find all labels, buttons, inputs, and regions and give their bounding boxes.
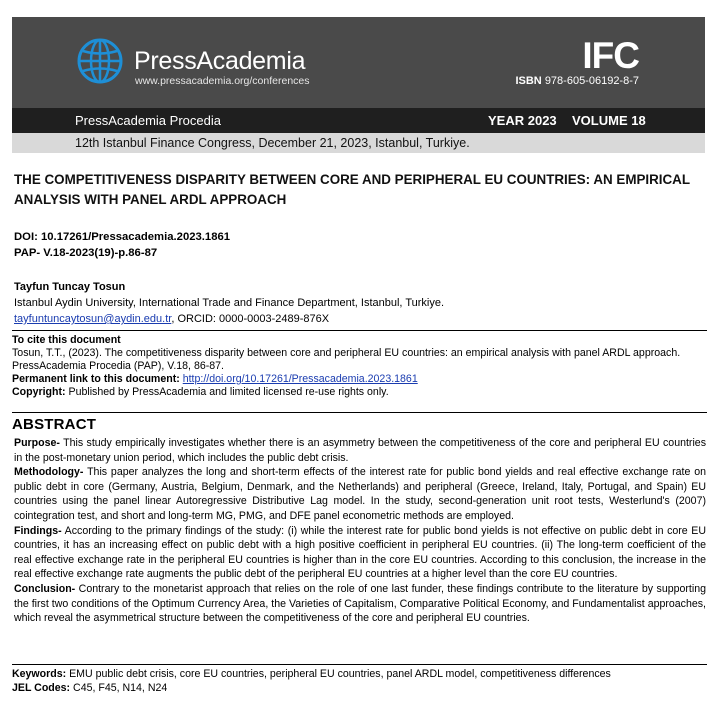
author-name: Tayfun Tuncay Tosun bbox=[14, 281, 126, 293]
volume-label: VOLUME 18 bbox=[572, 113, 646, 128]
globe-logo-icon bbox=[76, 37, 124, 85]
journal-header bbox=[12, 17, 705, 108]
permalink-link[interactable]: http://doi.org/10.17261/Pressacademia.2023.1861 bbox=[182, 373, 418, 385]
isbn bbox=[515, 75, 639, 87]
permalink-label: Permanent link to this document: bbox=[12, 373, 180, 385]
doi: DOI: 10.17261/Pressacademia.2023.1861 bbox=[14, 231, 231, 243]
cite-label: To cite this document bbox=[12, 334, 121, 346]
findings-text: According to the primary findings of the study: (i) while the interest rate for public bond yields is not effective on public debt in core EU countries, it has an increasing effect on public debt with a high positive coefficient in peripheral EU countries. (ii) The long-term coefficient of the real effective exchange rate in the peripheral EU countries is higher than in the core EU countries. According to this conclusion, the increase in the real effective exchange rate augments the public debt of the peripheral EU countries at a higher level than the core EU countries. bbox=[14, 524, 706, 581]
brand-name: PressAcademia bbox=[134, 47, 306, 75]
congress-bar bbox=[12, 133, 705, 153]
cite-text: Tosun, T.T., (2023). The competitiveness disparity between core and peripheral EU countries: an empirical analysis with panel ARDL approach. PressAcademia Procedia (PAP), V.18, 86-87. bbox=[12, 347, 681, 372]
conclusion-label: Conclusion- bbox=[14, 582, 76, 595]
year-label: YEAR 2023 bbox=[488, 113, 557, 128]
jel-text: C45, F45, N14, N24 bbox=[70, 681, 168, 694]
purpose-text: This study empirically investigates whether there is an asymmetry between the competitiveness of the core and peripheral EU countries in the post-monetary union period, which includes the public debt crisis. bbox=[14, 437, 706, 464]
keywords-label: Keywords: bbox=[12, 668, 67, 680]
isbn-value: 978-605-06192-8-7 bbox=[544, 75, 639, 87]
title-line-1: THE COMPETITIVENESS DISPARITY BETWEEN CORE AND PERIPHERAL EU COUNTRIES: AN EMPIRICAL bbox=[14, 172, 691, 187]
abstract-heading: ABSTRACT bbox=[12, 412, 707, 433]
conclusion-text: Contrary to the monetarist approach that relies on the role of one last funder, these findings contribute to the literature by supporting the first two conditions of the Optimum Currency Area, the Varieties of Capitalism, Comparative Political Economy, and Fundamentalist approaches, which reveal the asymmetrical structure between the competitiveness of the core and peripheral EU countries. bbox=[14, 582, 706, 625]
abstract-findings bbox=[14, 524, 706, 582]
keywords-block bbox=[12, 664, 707, 695]
pap-reference: PAP- V.18-2023(19)-p.86-87 bbox=[14, 247, 158, 259]
findings-label: Findings- bbox=[14, 524, 62, 537]
author-block bbox=[14, 279, 444, 327]
copyright-text: Published by PressAcademia and limited licensed re-use rights only. bbox=[65, 386, 389, 398]
jel-label: JEL Codes: bbox=[12, 681, 71, 694]
abstract-conclusion bbox=[14, 582, 706, 626]
methodology-label: Methodology- bbox=[14, 466, 84, 479]
abstract-purpose bbox=[14, 436, 706, 465]
proceedings-bar bbox=[12, 108, 705, 133]
author-affiliation: Istanbul Aydin University, International Trade and Finance Department, Istanbul, Turkiye. bbox=[14, 297, 445, 309]
abstract-methodology bbox=[14, 465, 706, 523]
congress-text: 12th Istanbul Finance Congress, December 21, 2023, Istanbul, Turkiye. bbox=[75, 136, 470, 150]
purpose-label: Purpose- bbox=[14, 437, 60, 449]
author-email-link[interactable]: tayfuntuncaytosun@aydin.edu.tr bbox=[14, 313, 172, 325]
methodology-text: This paper analyzes the long and short-term effects of the interest rate for public bond yields and real effective exchange rate on public debt in core (Germany, Austria, Belgium, Denmark, and the Netherlands) and peripheral (Greece, Ireland, Italy, Portugal, and Spain) EU countries using the panel linear Autoregressive Distributive Lag model. In the study, second-generation unit root tests, Westerlund's (2007) cointegration test, and short and long-term MG, PMG, and DFE panel econometric methods are employed. bbox=[14, 466, 706, 522]
author-orcid: , ORCID: 0000-0003-2489-876X bbox=[171, 313, 330, 325]
copyright-label: Copyright: bbox=[12, 386, 66, 398]
proceedings-name: PressAcademia Procedia bbox=[75, 113, 221, 128]
citation-block bbox=[12, 330, 707, 399]
isbn-label: ISBN bbox=[515, 75, 542, 87]
conference-acronym: IFC bbox=[582, 35, 639, 76]
title-line-2: ANALYSIS WITH PANEL ARDL APPROACH bbox=[14, 192, 287, 207]
brand-url[interactable]: www.pressacademia.org/conferences bbox=[135, 75, 310, 87]
keywords-text: EMU public debt crisis, core EU countries, peripheral EU countries, panel ARDL model, competitiveness differences bbox=[66, 668, 611, 680]
abstract-body bbox=[14, 436, 706, 626]
doi-block bbox=[14, 229, 230, 261]
paper-title bbox=[14, 170, 714, 210]
